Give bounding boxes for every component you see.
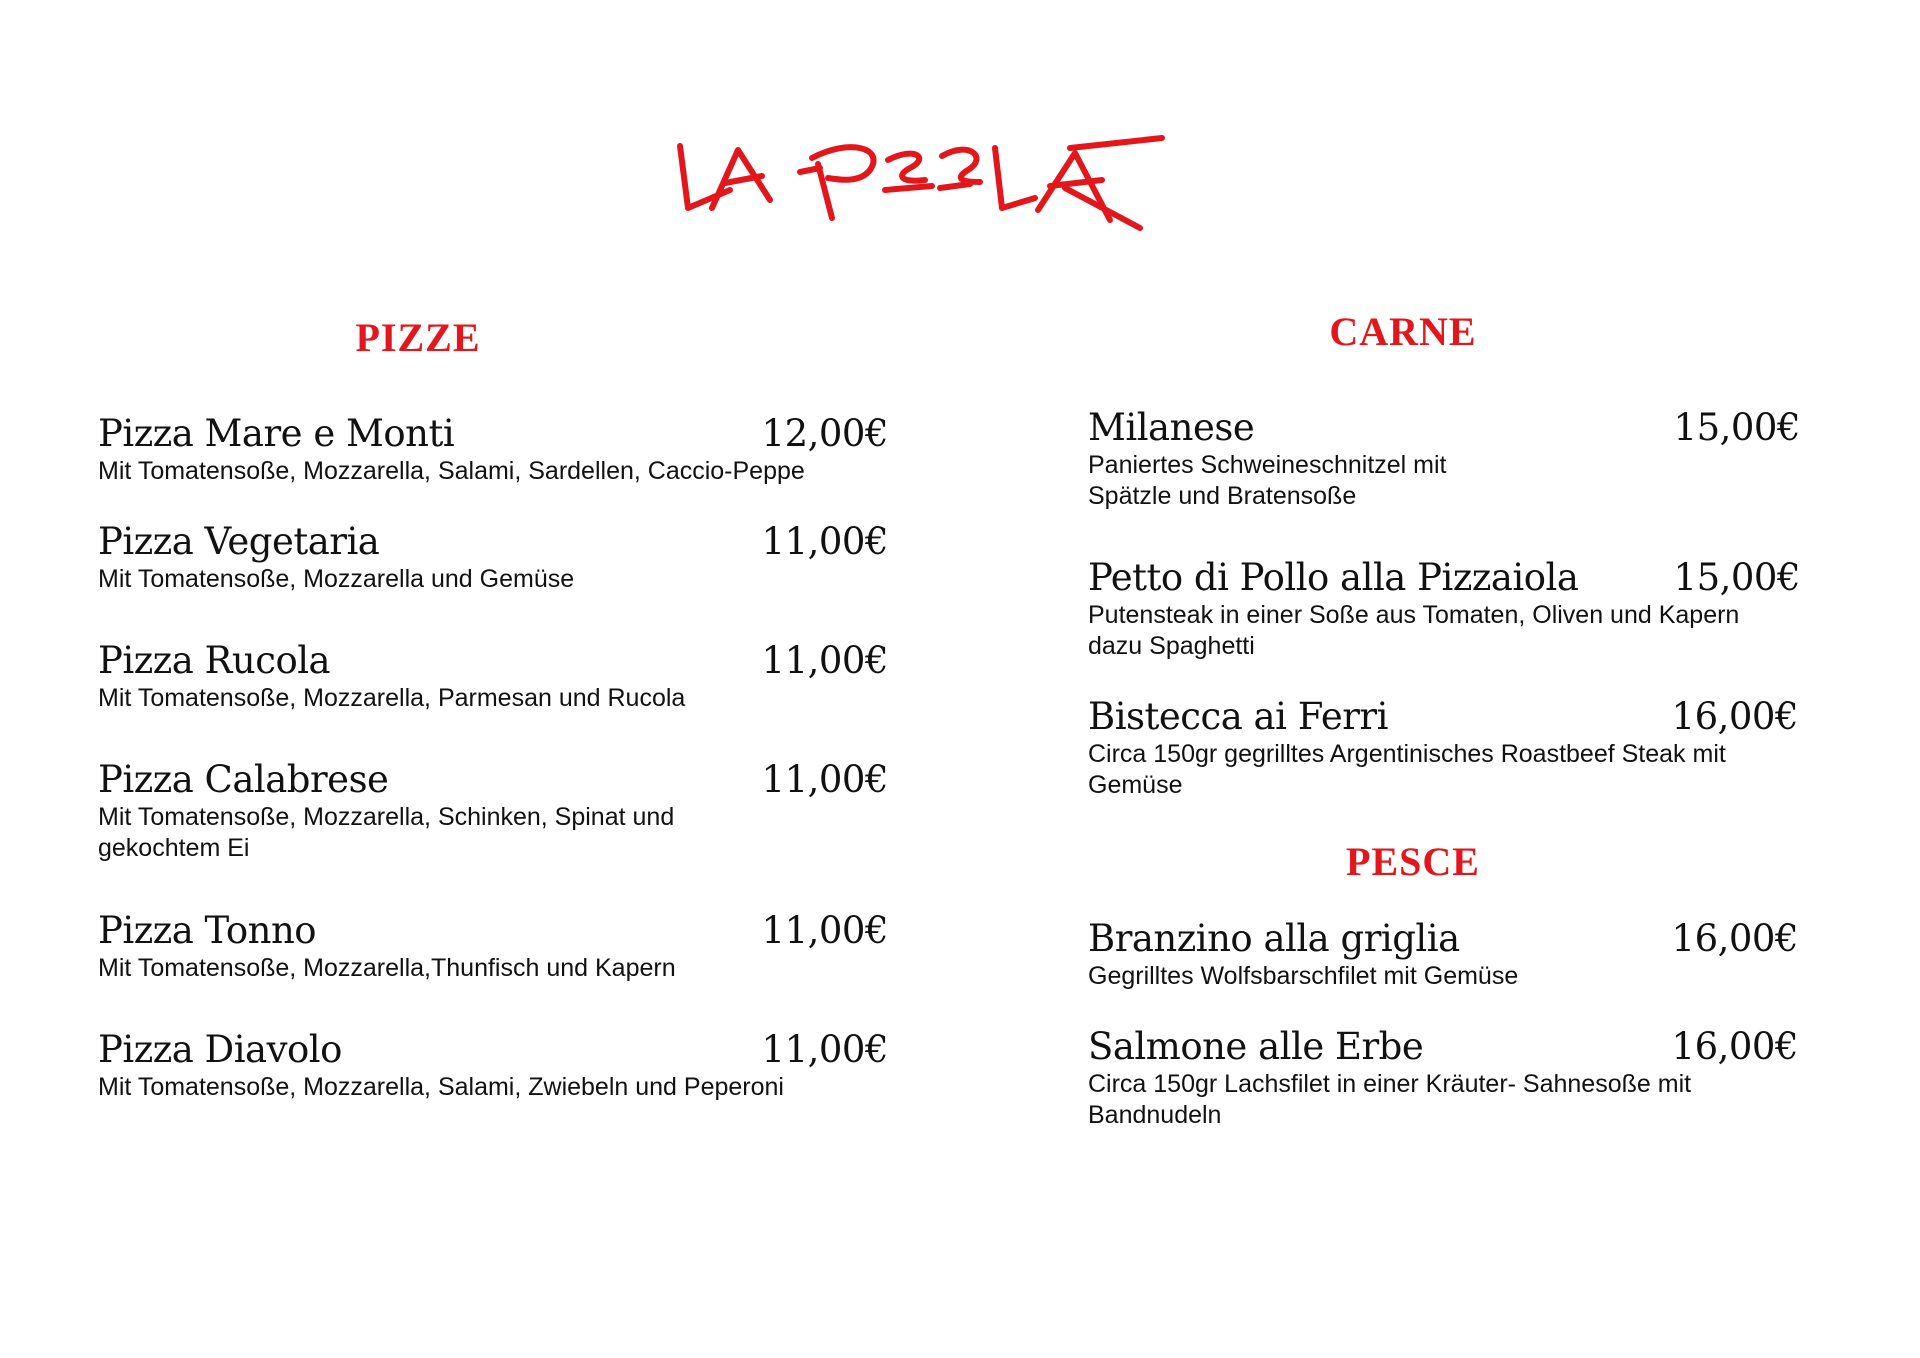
logo-lettering bbox=[670, 128, 1170, 238]
item-name: Salmone alle Erbe bbox=[1088, 1025, 1424, 1068]
item-description: Circa 150gr gegrilltes Argentinisches Roastbeef Steak mit Gemüse bbox=[1088, 740, 1726, 799]
item-description: Putensteak in einer Soße aus Tomaten, Oliven und Kapern dazu Spaghetti bbox=[1088, 601, 1740, 660]
item-name: Petto di Pollo alla Pizzaiola bbox=[1088, 556, 1579, 599]
item-name: Bistecca ai Ferri bbox=[1088, 695, 1388, 738]
item-name: Pizza Tonno bbox=[98, 909, 317, 952]
item-description: Mit Tomatensoße, Mozzarella und Gemüse bbox=[98, 565, 575, 593]
item-name: Pizza Vegetaria bbox=[98, 520, 380, 563]
section-title-pizze: PIZZE bbox=[355, 315, 481, 360]
menu-item bbox=[98, 758, 888, 864]
item-price: 16,00€ bbox=[1671, 1025, 1798, 1068]
item-name: Pizza Rucola bbox=[98, 639, 331, 682]
item-price: 11,00€ bbox=[761, 758, 888, 801]
item-name: Pizza Mare e Monti bbox=[98, 412, 455, 455]
menu-item bbox=[1088, 917, 1798, 992]
item-name: Pizza Calabrese bbox=[98, 758, 389, 801]
item-name: Branzino alla griglia bbox=[1088, 917, 1460, 960]
item-description: Mit Tomatensoße, Mozzarella, Salami, Zwiebeln und Peperoni bbox=[98, 1073, 784, 1101]
menu-item bbox=[98, 909, 888, 984]
item-name: Milanese bbox=[1088, 406, 1255, 449]
item-price: 12,00€ bbox=[761, 412, 888, 455]
item-price: 16,00€ bbox=[1671, 917, 1798, 960]
logo bbox=[670, 128, 1170, 238]
menu-item bbox=[1088, 1025, 1798, 1131]
item-description: Circa 150gr Lachsfilet in einer Kräuter- Sahnesoße mit Bandnudeln bbox=[1088, 1070, 1692, 1129]
menu-item bbox=[98, 639, 888, 714]
item-price: 11,00€ bbox=[761, 520, 888, 563]
item-price: 11,00€ bbox=[761, 639, 888, 682]
item-description: Mit Tomatensoße, Mozzarella, Schinken, Spinat und gekochtem Ei bbox=[98, 803, 675, 862]
item-price: 15,00€ bbox=[1673, 406, 1800, 449]
item-price: 11,00€ bbox=[761, 1028, 888, 1071]
item-price: 15,00€ bbox=[1673, 556, 1800, 599]
item-description: Paniertes Schweineschnitzel mit Spätzle und Bratensoße bbox=[1088, 451, 1447, 510]
menu-item bbox=[98, 1028, 888, 1103]
section-title-carne: CARNE bbox=[1329, 309, 1477, 354]
item-description: Mit Tomatensoße, Mozzarella, Parmesan und Rucola bbox=[98, 684, 686, 712]
menu-item bbox=[98, 412, 888, 487]
item-description: Mit Tomatensoße, Mozzarella,Thunfisch und Kapern bbox=[98, 954, 676, 982]
menu-item bbox=[1088, 695, 1798, 801]
item-price: 11,00€ bbox=[761, 909, 888, 952]
menu-item bbox=[1088, 556, 1800, 662]
menu-item bbox=[1088, 406, 1800, 512]
item-price: 16,00€ bbox=[1671, 695, 1798, 738]
item-name: Pizza Diavolo bbox=[98, 1028, 342, 1071]
section-title-pesce: PESCE bbox=[1346, 839, 1480, 884]
item-description: Mit Tomatensoße, Mozzarella, Salami, Sardellen, Caccio-Peppe bbox=[98, 457, 805, 485]
menu-item bbox=[98, 520, 888, 595]
item-description: Gegrilltes Wolfsbarschfilet mit Gemüse bbox=[1088, 962, 1519, 990]
